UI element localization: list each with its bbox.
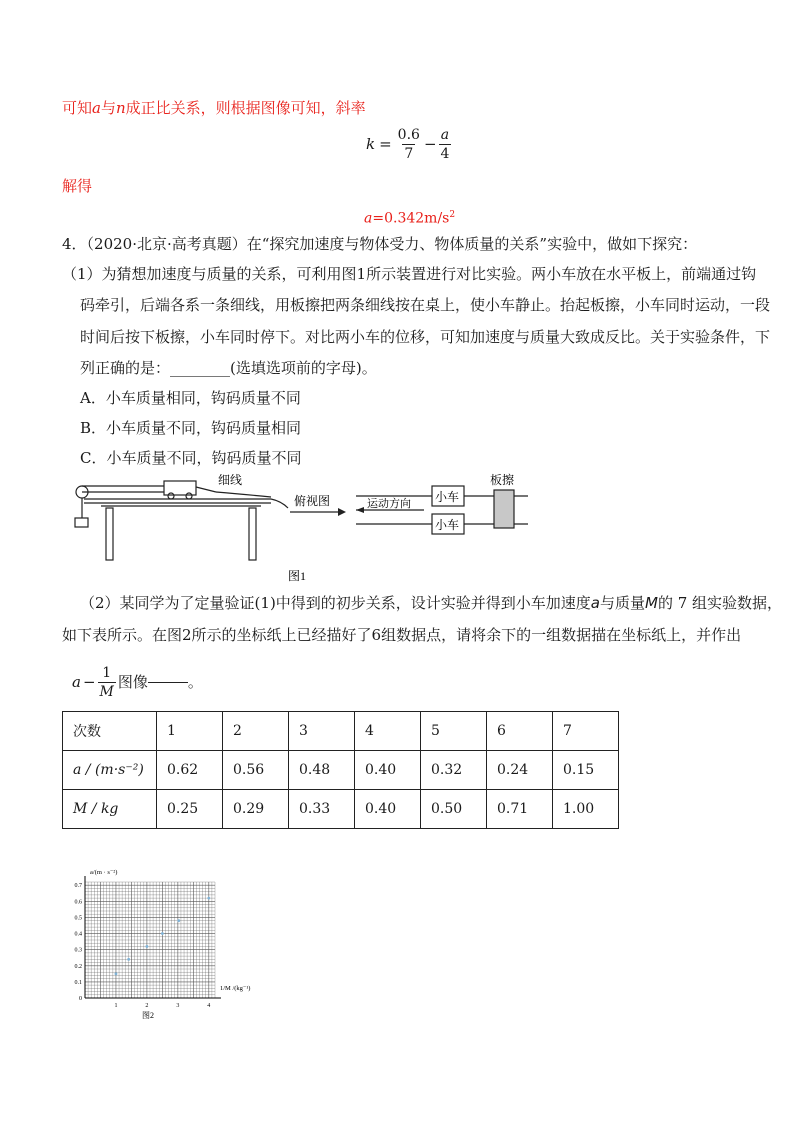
equals-sign: = xyxy=(379,135,392,153)
var-a: a xyxy=(72,673,81,691)
table-row xyxy=(63,790,619,829)
table-cell: 3 xyxy=(289,712,355,751)
denominator: 7 xyxy=(404,145,414,162)
superscript: 2 xyxy=(449,210,456,220)
y-tick-label: 0.5 xyxy=(74,915,82,922)
data-point xyxy=(115,972,118,975)
y-tick-label: 0.2 xyxy=(74,963,82,970)
chart-tick-labels xyxy=(75,883,211,1009)
row-a-label: a / (m·s⁻²) xyxy=(63,751,157,790)
header-label: 次数 xyxy=(63,712,157,751)
data-point xyxy=(177,919,180,922)
var-k: k xyxy=(366,135,376,153)
minus-sign: − xyxy=(423,135,437,153)
result-value: =0.342m/s xyxy=(372,210,450,227)
data-point xyxy=(207,897,210,900)
text-span: 的 7 组实验数据， xyxy=(657,594,783,612)
table-cell: 0.40 xyxy=(355,790,421,829)
eraser-label: 板擦 xyxy=(490,473,515,487)
fraction-2 xyxy=(439,127,452,162)
text-span: （2）某同学为了定量验证(1)中得到的初步关系，设计实验并得到小车加速度 xyxy=(80,594,591,612)
topview-arrowhead xyxy=(338,508,346,516)
denominator: 4 xyxy=(440,145,450,162)
var-a: a xyxy=(92,99,101,117)
numerator: 1 xyxy=(102,664,112,681)
table-cell: 1.00 xyxy=(553,790,619,829)
x-tick-label: 3 xyxy=(176,1003,180,1009)
y-tick-label: 0.3 xyxy=(74,947,82,954)
part2-line-2: 如下表所示。在图2所示的坐标纸上已经描好了6组数据点，请将余下的一组数据描在坐标纸上，并作出 xyxy=(62,626,742,644)
option-c: C．小车质量不同，钩码质量不同 xyxy=(80,449,302,467)
x-tick-label: 2 xyxy=(145,1003,149,1009)
car-label-2: 小车 xyxy=(435,518,460,532)
data-point xyxy=(146,945,149,948)
text-span: 。 xyxy=(187,673,203,691)
y-axis-label: a/(m · s⁻²) xyxy=(90,869,118,876)
table-cell: 0.48 xyxy=(289,751,355,790)
text-span: 可知 xyxy=(62,99,93,117)
y-tick-label: 0.1 xyxy=(74,979,82,986)
numerator: a xyxy=(440,126,450,143)
table-cell: 0.71 xyxy=(487,790,553,829)
figure-2-caption: 图2 xyxy=(142,1011,154,1020)
x-tick-label: 4 xyxy=(207,1003,211,1009)
part1-line-1: （1）为猜想加速度与质量的关系，可利用图1所示装置进行对比实验。两小车放在水平板上，前端通过钩 xyxy=(62,265,757,283)
table-cell: 0.24 xyxy=(487,751,553,790)
solution-line-1 xyxy=(62,98,366,118)
figure-2-chart xyxy=(60,862,260,1022)
part2-line-1 xyxy=(80,593,782,613)
figure-1-caption: 图1 xyxy=(288,569,307,583)
numerator: 0.6 xyxy=(397,126,420,143)
table-cell: 0.33 xyxy=(289,790,355,829)
table-row xyxy=(63,751,619,790)
table-cell: 4 xyxy=(355,712,421,751)
string-label: 细线 xyxy=(218,473,243,487)
chart-grid xyxy=(85,882,215,998)
table-row xyxy=(63,712,619,751)
topview-label: 俯视图 xyxy=(294,494,331,508)
x-tick-label: 1 xyxy=(114,1003,118,1009)
solution-jiede: 解得 xyxy=(62,177,93,195)
text-span: 与 xyxy=(100,99,116,117)
y-tick-label: 0.4 xyxy=(74,931,82,938)
minus-sign: − xyxy=(82,673,96,691)
table-cell: 6 xyxy=(487,712,553,751)
table-drawing xyxy=(75,481,288,560)
table-cell: 0.56 xyxy=(223,751,289,790)
row-M-label: M / kg xyxy=(63,790,157,829)
var-n: n xyxy=(115,99,126,117)
fraction-1 xyxy=(396,127,422,162)
var-a: a xyxy=(590,594,600,612)
table-cell: 0.29 xyxy=(223,790,289,829)
text-span: 图像 xyxy=(117,673,148,691)
part2-line-3 xyxy=(72,662,203,702)
question-header: 4．（2020·北京·高考真题）在“探究加速度与物体受力、物体质量的关系”实验中，做如下探究： xyxy=(62,235,698,253)
option-b: B．小车质量不同，钩码质量相同 xyxy=(80,419,302,437)
denominator: M xyxy=(99,683,114,700)
table-cell: 0.50 xyxy=(421,790,487,829)
table-cell: 0.40 xyxy=(355,751,421,790)
data-table xyxy=(62,711,619,829)
y-tick-label: 0 xyxy=(79,996,82,1002)
fraction-inv-M xyxy=(98,665,116,700)
slope-equation xyxy=(366,124,451,164)
text-span: 与质量 xyxy=(600,594,646,612)
answer-blank[interactable] xyxy=(148,682,188,683)
var-a: a xyxy=(364,210,373,227)
car-label-1: 小车 xyxy=(435,490,460,504)
part1-line-4: 列正确的是：________(选填选项前的字母)。 xyxy=(80,359,377,377)
direction-label: 运动方向 xyxy=(367,498,411,510)
option-a: A．小车质量相同，钩码质量不同 xyxy=(80,389,301,407)
text-span: 成正比关系，则根据图像可知，斜率 xyxy=(125,99,366,117)
table-cell: 2 xyxy=(223,712,289,751)
table-cell: 0.62 xyxy=(157,751,223,790)
direction-arrowhead xyxy=(356,507,364,513)
table-cell: 0.25 xyxy=(157,790,223,829)
table-cell: 0.32 xyxy=(421,751,487,790)
x-axis-label: 1/M /(kg⁻¹) xyxy=(220,985,251,992)
y-tick-label: 0.7 xyxy=(74,883,82,890)
var-M: M xyxy=(645,594,658,612)
table-cell: 0.15 xyxy=(553,751,619,790)
table-cell: 1 xyxy=(157,712,223,751)
y-tick-label: 0.6 xyxy=(74,899,82,906)
table-cell: 7 xyxy=(553,712,619,751)
solution-result xyxy=(364,205,455,229)
figure-1 xyxy=(66,472,536,592)
data-point xyxy=(127,958,130,961)
part1-line-3: 时间后按下板擦，小车同时停下。对比两小车的位移，可知加速度与质量大致成反比。关于实验条件，下 xyxy=(80,328,771,346)
part1-line-2: 码牵引，后端各系一条细线，用板擦把两条细线按在桌上，使小车静止。抬起板擦，小车同时运动，一段 xyxy=(80,296,771,314)
data-point xyxy=(161,932,164,935)
table-cell: 5 xyxy=(421,712,487,751)
